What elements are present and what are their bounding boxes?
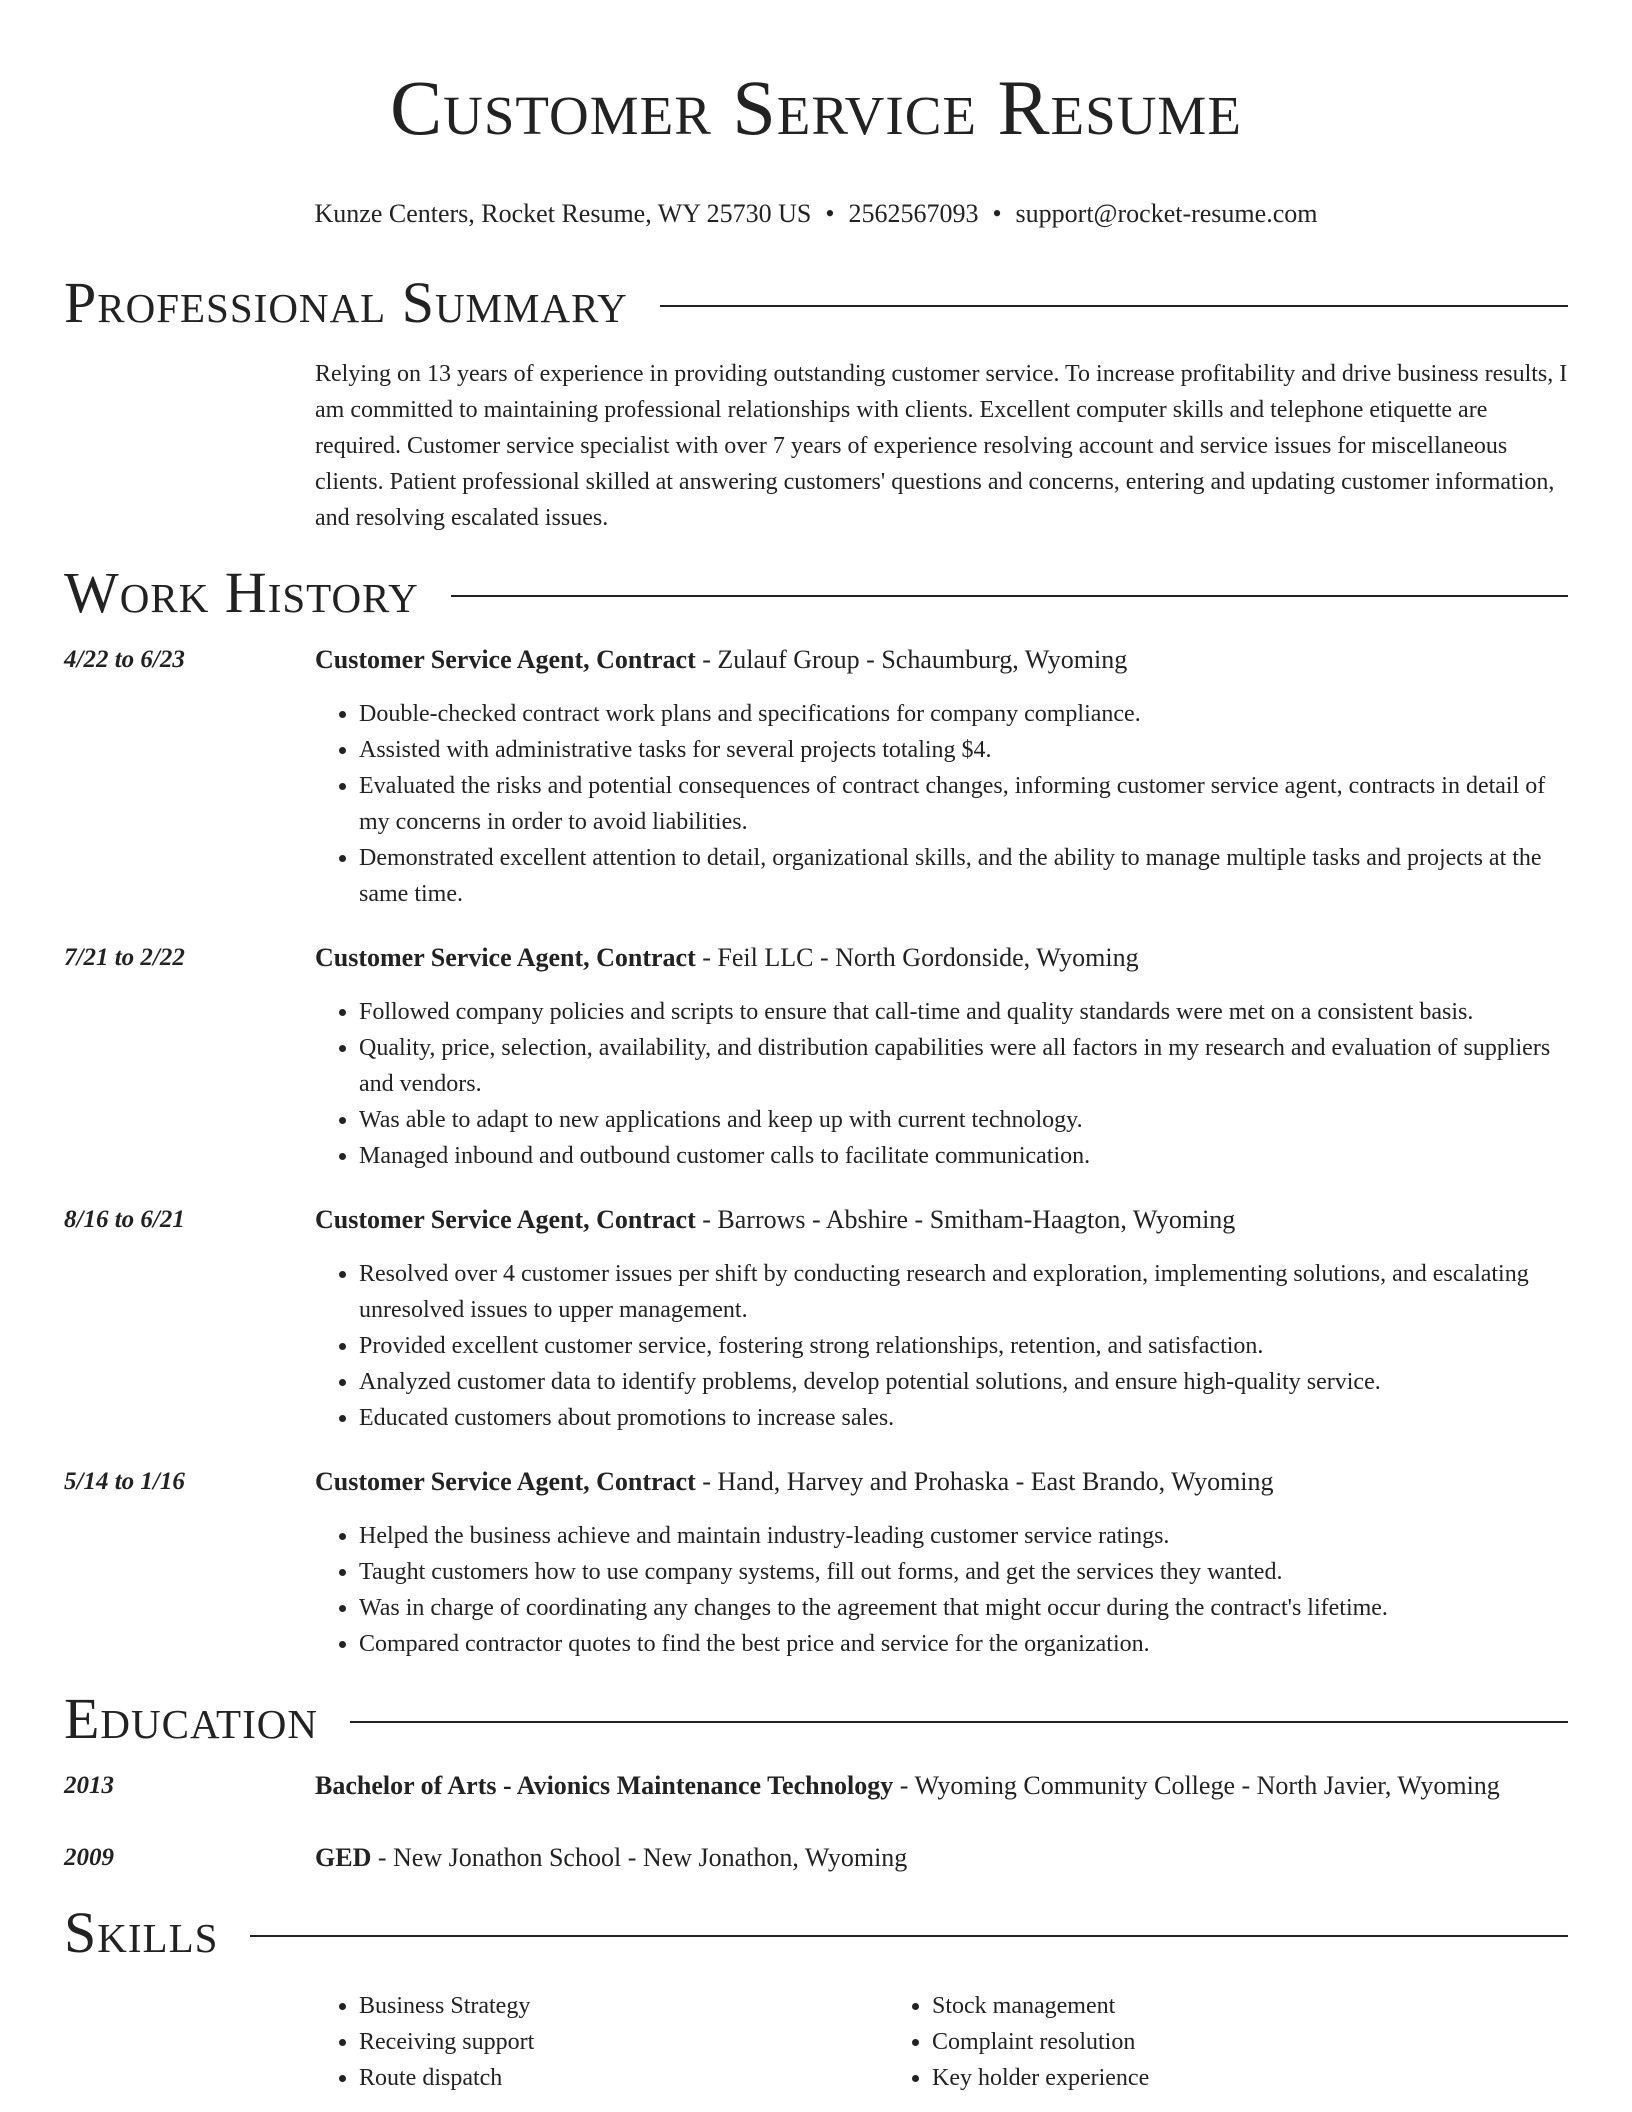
section-divider [451, 595, 1568, 597]
job-content [315, 940, 1568, 1174]
job-role: Customer Service Agent, Contract [315, 645, 696, 674]
contact-separator: • [992, 199, 1002, 228]
education-entry [64, 1840, 1568, 1876]
contact-email: support@rocket-resume.com [1015, 199, 1318, 228]
job-entry [64, 1202, 1568, 1436]
job-details: - Barrows - Abshire - Smitham-Haagton, Wyoming [695, 1205, 1236, 1234]
job-bullet: • Analyzed customer data to identify problems, develop potential solutions, and ensure high-quality service. [359, 1364, 1568, 1400]
skills-column-left [315, 1988, 888, 2096]
job-role: Customer Service Agent, Contract [315, 1205, 696, 1234]
education-section-title: Education [64, 1686, 318, 1751]
job-bullet: • Provided excellent customer service, fostering strong relationships, retention, and satisfaction. [359, 1328, 1568, 1364]
contact-address: Kunze Centers, Rocket Resume, WY 25730 US [314, 199, 812, 228]
education-heading [315, 1768, 1568, 1804]
job-details: - Hand, Harvey and Prohaska - East Brando, Wyoming [695, 1467, 1274, 1496]
skills-section-header [64, 1898, 1568, 1968]
job-bullet: • Demonstrated excellent attention to detail, organizational skills, and the ability to manage multiple tasks and projects at the same time. [359, 840, 1568, 912]
education-details: - New Jonathon School - New Jonathon, Wyoming [371, 1843, 908, 1872]
job-role: Customer Service Agent, Contract [315, 943, 696, 972]
summary-section-header [64, 268, 1568, 338]
work-history-list [64, 642, 1568, 1662]
education-section-header [64, 1684, 1568, 1754]
skills-list [315, 1988, 1568, 2096]
job-bullet: • Educated customers about promotions to increase sales. [359, 1400, 1568, 1436]
job-bullet: • Resolved over 4 customer issues per shift by conducting research and exploration, implementing solutions, and escalating unresolved issues to upper management. [359, 1256, 1568, 1328]
education-degree: GED [315, 1843, 372, 1872]
job-bullet: • Was able to adapt to new applications and keep up with current technology. [359, 1102, 1568, 1138]
job-heading [315, 940, 1568, 976]
job-bullet: • Followed company policies and scripts to ensure that call-time and quality standards were met on a consistent basis. [359, 994, 1568, 1030]
education-year: 2013 [64, 1772, 114, 1799]
job-bullets [315, 696, 1568, 912]
summary-section-title: Professional Summary [64, 270, 628, 335]
education-heading [315, 1840, 1568, 1876]
job-bullets [315, 1256, 1568, 1436]
job-bullet: • Taught customers how to use company systems, fill out forms, and get the services they wanted. [359, 1554, 1568, 1590]
section-divider [350, 1721, 1568, 1723]
contact-line [64, 198, 1568, 230]
job-bullet: • Helped the business achieve and maintain industry-leading customer service ratings. [359, 1518, 1568, 1554]
job-bullets [315, 994, 1568, 1174]
job-bullet: • Evaluated the risks and potential consequences of contract changes, informing customer service agent, contracts in detail of my concerns in order to avoid liabilities. [359, 768, 1568, 840]
education-year: 2009 [64, 1844, 114, 1871]
education-content [315, 1840, 1568, 1876]
contact-phone: 2562567093 [848, 199, 979, 228]
job-dates: 5/14 to 1/16 [64, 1468, 185, 1495]
job-bullet: • Managed inbound and outbound customer calls to facilitate communication. [359, 1138, 1568, 1174]
education-details: - Wyoming Community College - North Javier, Wyoming [893, 1771, 1500, 1800]
skill-item: • Key holder experience [932, 2060, 1568, 2096]
resume-title: Customer Service Resume [390, 64, 1242, 151]
section-divider [250, 1935, 1568, 1937]
skill-item: • Route dispatch [359, 2060, 888, 2096]
job-bullet: • Compared contractor quotes to find the best price and service for the organization. [359, 1626, 1568, 1662]
job-bullets [315, 1518, 1568, 1662]
job-details: - Zulauf Group - Schaumburg, Wyoming [695, 645, 1128, 674]
skill-item: • Complaint resolution [932, 2024, 1568, 2060]
education-entry [64, 1768, 1568, 1804]
job-heading [315, 1464, 1568, 1500]
job-content [315, 1464, 1568, 1662]
work-section-title: Work History [64, 560, 419, 625]
job-dates: 4/22 to 6/23 [64, 646, 185, 673]
summary-text: Relying on 13 years of experience in providing outstanding customer service. To increase profitability and drive business results, I am committed to maintaining professional relationships with clients. Excellent computer skills and telephone etiquette are required. Customer service specialist with over 7 years of experience resolving account and service issues for miscellaneous clients. Patient professional skilled at answering customers' questions and concerns, entering and updating customer information, and resolving escalated issues. [315, 361, 1568, 531]
job-dates: 8/16 to 6/21 [64, 1206, 185, 1233]
job-entry [64, 940, 1568, 1174]
job-bullet: • Assisted with administrative tasks for several projects totaling $4. [359, 732, 1568, 768]
job-bullet: • Double-checked contract work plans and specifications for company compliance. [359, 696, 1568, 732]
job-bullet: • Quality, price, selection, availability, and distribution capabilities were all factors in my research and evaluation of suppliers and vendors. [359, 1030, 1568, 1102]
job-content [315, 1202, 1568, 1436]
job-role: Customer Service Agent, Contract [315, 1467, 696, 1496]
job-bullet: • Was in charge of coordinating any changes to the agreement that might occur during the contract's lifetime. [359, 1590, 1568, 1626]
job-entry [64, 642, 1568, 912]
skill-item: • Stock management [932, 1988, 1568, 2024]
job-dates: 7/21 to 2/22 [64, 944, 185, 971]
skills-section-title: Skills [64, 1900, 219, 1965]
contact-separator: • [825, 199, 835, 228]
job-content [315, 642, 1568, 912]
job-heading [315, 642, 1568, 678]
skills-column-right [888, 1988, 1568, 2096]
job-heading [315, 1202, 1568, 1238]
skill-item: • Receiving support [359, 2024, 888, 2060]
education-degree: Bachelor of Arts - Avionics Maintenance Technology [315, 1771, 894, 1800]
job-entry [64, 1464, 1568, 1662]
education-content [315, 1768, 1568, 1804]
work-section-header [64, 558, 1568, 628]
skill-item: • Business Strategy [359, 1988, 888, 2024]
job-details: - Feil LLC - North Gordonside, Wyoming [695, 943, 1139, 972]
section-divider [660, 305, 1568, 307]
education-list [64, 1768, 1568, 1876]
